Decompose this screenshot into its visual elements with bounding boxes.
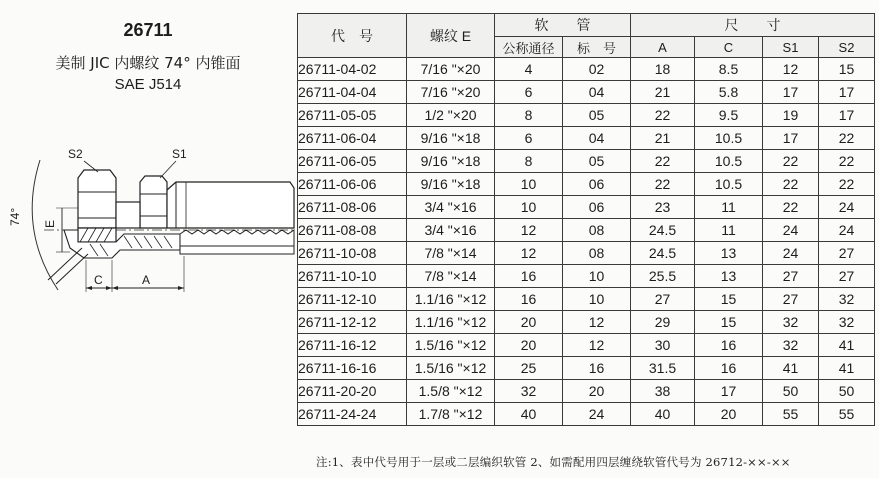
cell-dn: 6 — [495, 81, 563, 104]
table-row — [298, 334, 875, 357]
cell-mark: 06 — [563, 173, 631, 196]
table-row — [298, 288, 875, 311]
table-row — [298, 403, 875, 426]
cell-c: 9.5 — [695, 104, 763, 127]
part-standard: SAE J514 — [114, 76, 182, 93]
cell-dn: 16 — [495, 288, 563, 311]
cell-thread: 1.1/16 "×12 — [407, 311, 495, 334]
table-row — [298, 127, 875, 150]
cell-dn: 4 — [495, 58, 563, 81]
cell-dn: 8 — [495, 150, 563, 173]
cell-s1: 22 — [763, 196, 819, 219]
cell-mark: 04 — [563, 127, 631, 150]
cell-a: 18 — [631, 58, 695, 81]
header-s1: S1 — [763, 37, 819, 58]
cell-c: 13 — [695, 242, 763, 265]
cell-s2: 24 — [819, 196, 875, 219]
cell-mark: 12 — [563, 311, 631, 334]
cell-c: 17 — [695, 380, 763, 403]
cell-code: 26711-06-04 — [298, 127, 407, 150]
cell-mark: 05 — [563, 104, 631, 127]
header-nominal-diameter: 公称通径 — [495, 37, 563, 58]
cell-thread: 9/16 "×18 — [407, 173, 495, 196]
cell-thread: 9/16 "×18 — [407, 127, 495, 150]
header-thread: 螺纹 E — [407, 14, 495, 58]
e-label: E — [43, 219, 57, 228]
cell-c: 15 — [695, 311, 763, 334]
thread-serrations — [180, 230, 294, 246]
cell-c: 11 — [695, 219, 763, 242]
table-row — [298, 380, 875, 403]
cell-s2: 50 — [819, 380, 875, 403]
table-row — [298, 58, 875, 81]
cell-s1: 27 — [763, 265, 819, 288]
cell-c: 16 — [695, 334, 763, 357]
cell-mark: 10 — [563, 265, 631, 288]
cell-code: 26711-04-04 — [298, 81, 407, 104]
cell-a: 22 — [631, 104, 695, 127]
cell-s1: 17 — [763, 81, 819, 104]
cell-dn: 12 — [495, 242, 563, 265]
cell-mark: 02 — [563, 58, 631, 81]
cell-a: 22 — [631, 173, 695, 196]
cell-s1: 24 — [763, 242, 819, 265]
cell-s2: 27 — [819, 265, 875, 288]
cell-dn: 25 — [495, 357, 563, 380]
cell-s1: 22 — [763, 150, 819, 173]
table-row — [298, 219, 875, 242]
cell-s1: 17 — [763, 127, 819, 150]
cell-thread: 3/4 "×16 — [407, 219, 495, 242]
cell-mark: 12 — [563, 334, 631, 357]
cell-dn: 40 — [495, 403, 563, 426]
cell-mark: 06 — [563, 196, 631, 219]
cell-s2: 15 — [819, 58, 875, 81]
cell-thread: 1.5/16 "×12 — [407, 334, 495, 357]
table-row — [298, 357, 875, 380]
cell-c: 10.5 — [695, 173, 763, 196]
cell-thread: 7/16 "×20 — [407, 81, 495, 104]
cell-a: 24.5 — [631, 219, 695, 242]
cell-a: 31.5 — [631, 357, 695, 380]
table-row — [298, 196, 875, 219]
cell-a: 25.5 — [631, 265, 695, 288]
cell-mark: 24 — [563, 403, 631, 426]
cell-c: 5.8 — [695, 81, 763, 104]
cell-a: 27 — [631, 288, 695, 311]
cell-s2: 17 — [819, 81, 875, 104]
table-row — [298, 104, 875, 127]
cell-mark: 05 — [563, 150, 631, 173]
cell-dn: 10 — [495, 196, 563, 219]
cell-a: 21 — [631, 81, 695, 104]
cell-code: 26711-10-08 — [298, 242, 407, 265]
header-hose-mark: 标 号 — [563, 37, 631, 58]
cell-code: 26711-20-20 — [298, 380, 407, 403]
cell-s2: 22 — [819, 127, 875, 150]
cell-thread: 9/16 "×18 — [407, 150, 495, 173]
cell-c: 11 — [695, 196, 763, 219]
part-description: 美制 JIC 内螺纹 74° 内锥面 — [55, 54, 241, 72]
cell-code: 26711-16-16 — [298, 357, 407, 380]
table-row — [298, 242, 875, 265]
cell-thread: 1/2 "×20 — [407, 104, 495, 127]
cell-thread: 1.5/16 "×12 — [407, 357, 495, 380]
s1-label: S1 — [172, 147, 187, 161]
cell-s2: 41 — [819, 357, 875, 380]
cell-code: 26711-16-12 — [298, 334, 407, 357]
table-row — [298, 81, 875, 104]
cell-s1: 24 — [763, 219, 819, 242]
cell-a: 30 — [631, 334, 695, 357]
cell-s1: 55 — [763, 403, 819, 426]
cell-mark: 04 — [563, 81, 631, 104]
cell-code: 26711-06-05 — [298, 150, 407, 173]
cell-c: 10.5 — [695, 150, 763, 173]
table-row — [298, 265, 875, 288]
cell-c: 20 — [695, 403, 763, 426]
a-label: A — [142, 273, 151, 287]
cell-s1: 32 — [763, 311, 819, 334]
cell-code: 26711-08-08 — [298, 219, 407, 242]
nut-s2-hex — [78, 170, 116, 228]
header-size: 尺 寸 — [631, 14, 875, 37]
cell-a: 23 — [631, 196, 695, 219]
cell-s2: 24 — [819, 219, 875, 242]
cell-mark: 08 — [563, 242, 631, 265]
cell-s2: 41 — [819, 334, 875, 357]
cell-s1: 41 — [763, 357, 819, 380]
cell-dn: 6 — [495, 127, 563, 150]
header-a: A — [631, 37, 695, 58]
cell-s2: 22 — [819, 173, 875, 196]
cell-mark: 08 — [563, 219, 631, 242]
cell-a: 40 — [631, 403, 695, 426]
cell-dn: 16 — [495, 265, 563, 288]
cell-code: 26711-05-05 — [298, 104, 407, 127]
cell-code: 26711-10-10 — [298, 265, 407, 288]
table-row — [298, 173, 875, 196]
cell-mark: 16 — [563, 357, 631, 380]
angle-label: 74° — [8, 207, 22, 226]
cell-s1: 32 — [763, 334, 819, 357]
cell-c: 15 — [695, 288, 763, 311]
cell-s1: 50 — [763, 380, 819, 403]
s2-label: S2 — [68, 147, 83, 161]
fitting-drawing — [0, 130, 296, 300]
header-s2: S2 — [819, 37, 875, 58]
header-code: 代 号 — [298, 14, 407, 58]
cell-thread: 1.7/8 "×12 — [407, 403, 495, 426]
cell-thread: 3/4 "×16 — [407, 196, 495, 219]
table-row — [298, 150, 875, 173]
cell-thread: 1.5/8 "×12 — [407, 380, 495, 403]
part-number: 26711 — [123, 20, 173, 40]
specification-table — [297, 13, 875, 426]
cell-s2: 22 — [819, 150, 875, 173]
cell-dn: 8 — [495, 104, 563, 127]
cell-a: 22 — [631, 150, 695, 173]
cell-s2: 32 — [819, 288, 875, 311]
table-row — [298, 311, 875, 334]
cell-thread: 7/8 "×14 — [407, 265, 495, 288]
cell-a: 21 — [631, 127, 695, 150]
cell-a: 29 — [631, 311, 695, 334]
footnote: 注:1、表中代号用于一层或二层编织软管 2、如需配用四层缠绕软管代号为 26712-××-×× — [316, 455, 791, 469]
cell-dn: 12 — [495, 219, 563, 242]
cell-s1: 19 — [763, 104, 819, 127]
cell-code: 26711-12-10 — [298, 288, 407, 311]
cell-thread: 7/16 "×20 — [407, 58, 495, 81]
socket-lower-shell — [180, 246, 294, 254]
cell-code: 26711-24-24 — [298, 403, 407, 426]
cell-thread: 1.1/16 "×12 — [407, 288, 495, 311]
cell-dn: 20 — [495, 334, 563, 357]
cell-a: 38 — [631, 380, 695, 403]
cell-s1: 12 — [763, 58, 819, 81]
cell-c: 16 — [695, 357, 763, 380]
stem-neck — [116, 202, 140, 228]
cell-code: 26711-12-12 — [298, 311, 407, 334]
header-hose: 软 管 — [495, 14, 631, 37]
nipple-s1-hex — [140, 176, 167, 228]
cell-c: 10.5 — [695, 127, 763, 150]
header-c: C — [695, 37, 763, 58]
cell-code: 26711-06-06 — [298, 173, 407, 196]
cell-mark: 20 — [563, 380, 631, 403]
cell-c: 8.5 — [695, 58, 763, 81]
cell-dn: 20 — [495, 311, 563, 334]
cell-code: 26711-08-06 — [298, 196, 407, 219]
cell-s1: 27 — [763, 288, 819, 311]
cell-s2: 32 — [819, 311, 875, 334]
product-info-panel — [0, 0, 296, 478]
cell-s1: 22 — [763, 173, 819, 196]
cell-s2: 27 — [819, 242, 875, 265]
cell-a: 24.5 — [631, 242, 695, 265]
cell-code: 26711-04-02 — [298, 58, 407, 81]
cell-thread: 7/8 "×14 — [407, 242, 495, 265]
cell-s2: 55 — [819, 403, 875, 426]
cell-dn: 10 — [495, 173, 563, 196]
c-label: C — [94, 273, 103, 287]
cell-c: 13 — [695, 265, 763, 288]
cell-s2: 17 — [819, 104, 875, 127]
cell-dn: 32 — [495, 380, 563, 403]
table-body — [298, 58, 875, 426]
cell-mark: 10 — [563, 288, 631, 311]
